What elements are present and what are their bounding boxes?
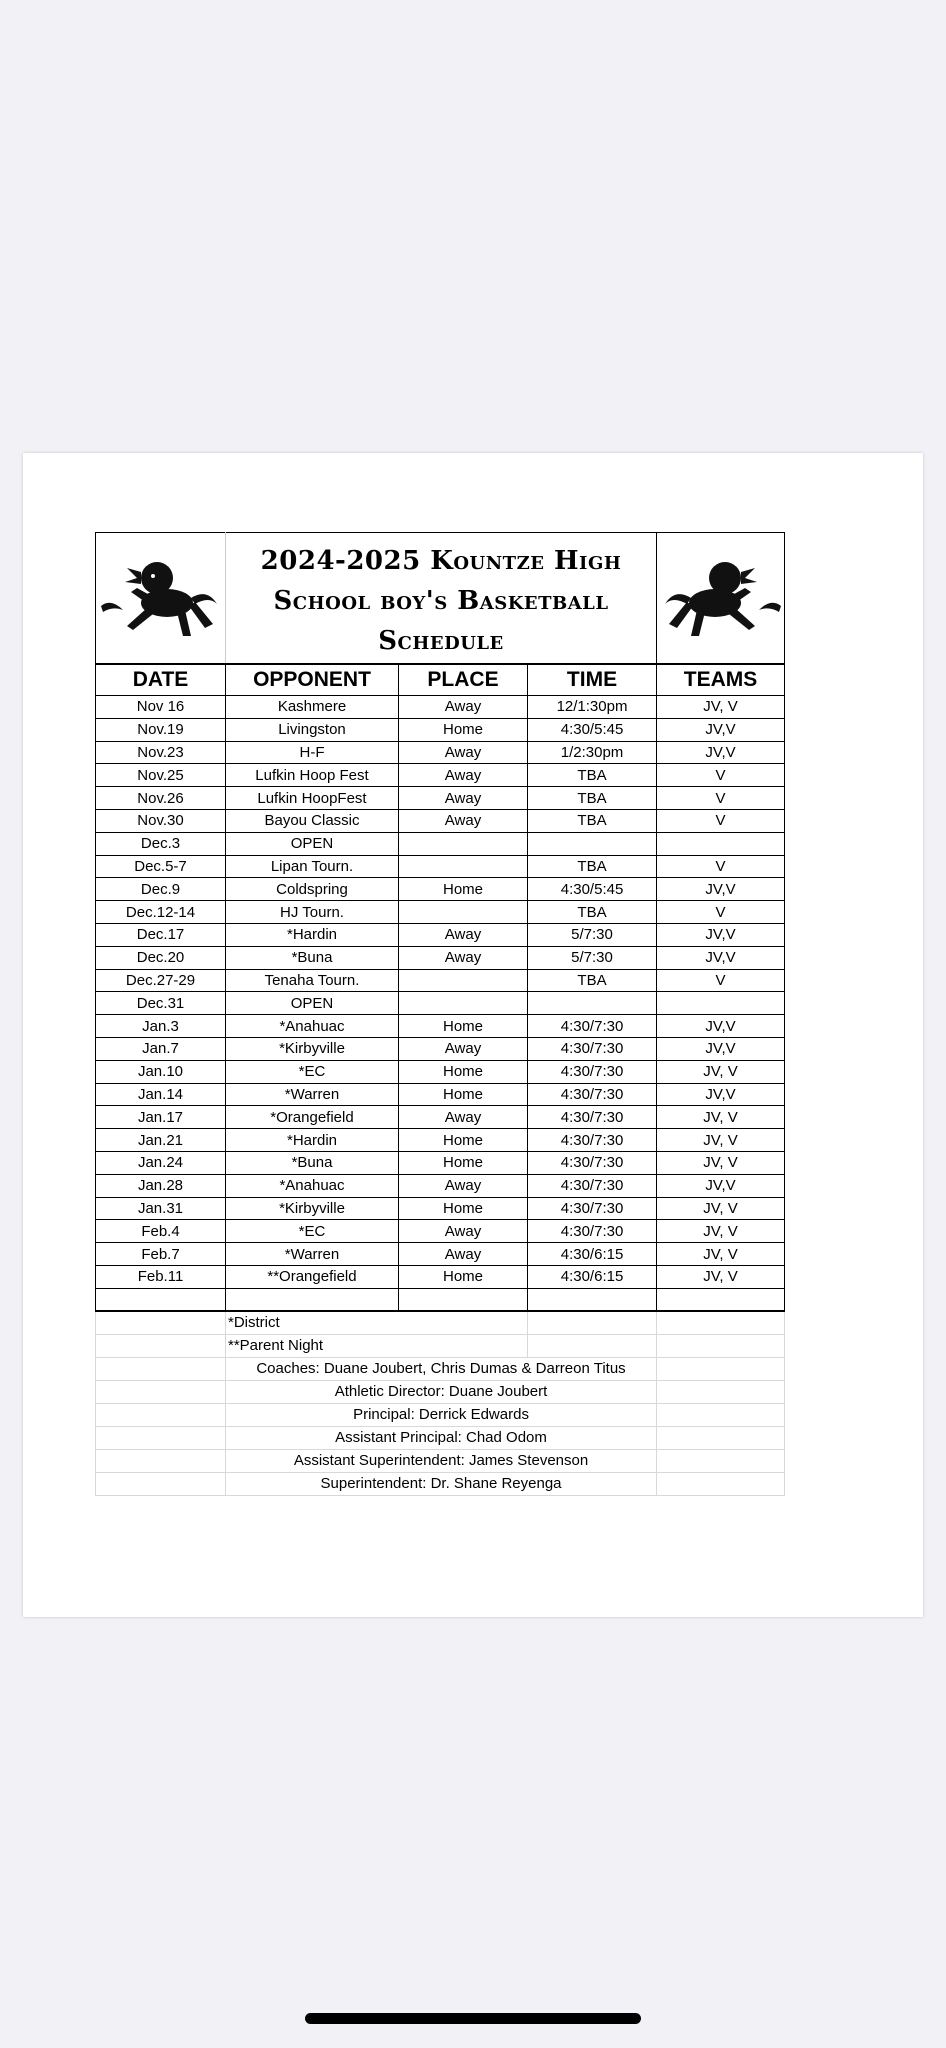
game-time: TBA	[528, 969, 657, 992]
game-opponent: Coldspring	[226, 878, 399, 901]
game-opponent: *Anahuac	[226, 1174, 399, 1197]
game-teams	[657, 992, 785, 1015]
footnote-row	[96, 1334, 785, 1357]
game-time: 4:30/7:30	[528, 1083, 657, 1106]
game-place: Away	[399, 696, 528, 719]
lion-right-icon	[657, 548, 785, 648]
game-opponent: Tenaha Tourn.	[226, 969, 399, 992]
game-teams: JV,V	[657, 878, 785, 901]
game-row	[96, 1174, 785, 1197]
game-place: Away	[399, 741, 528, 764]
game-row	[96, 764, 785, 787]
game-teams: JV,V	[657, 946, 785, 969]
game-teams: V	[657, 809, 785, 832]
staff-line: Principal: Derrick Edwards	[226, 1403, 657, 1426]
game-teams: JV,V	[657, 1037, 785, 1060]
game-teams: V	[657, 787, 785, 810]
game-row	[96, 832, 785, 855]
game-teams: JV,V	[657, 741, 785, 764]
title-line-2: School boy's Basketball	[273, 586, 609, 616]
schedule-title	[226, 535, 656, 661]
game-place: Home	[399, 1197, 528, 1220]
game-date: Nov.19	[96, 718, 226, 741]
game-time: 4:30/6:15	[528, 1265, 657, 1288]
staff-row	[96, 1426, 785, 1449]
game-opponent: *Buna	[226, 1151, 399, 1174]
game-place: Away	[399, 764, 528, 787]
game-opponent: Livingston	[226, 718, 399, 741]
game-teams: JV,V	[657, 1174, 785, 1197]
game-date: Jan.17	[96, 1106, 226, 1129]
game-teams: JV, V	[657, 1060, 785, 1083]
game-row	[96, 855, 785, 878]
game-time: 4:30/7:30	[528, 1197, 657, 1220]
staff-row	[96, 1380, 785, 1403]
game-place	[399, 992, 528, 1015]
game-opponent: *Hardin	[226, 1129, 399, 1152]
column-header-date: DATE	[96, 664, 226, 696]
game-row	[96, 1083, 785, 1106]
game-teams: V	[657, 901, 785, 924]
staff-line: Assistant Principal: Chad Odom	[226, 1426, 657, 1449]
game-time: 4:30/7:30	[528, 1060, 657, 1083]
game-time: 1/2:30pm	[528, 741, 657, 764]
game-row	[96, 787, 785, 810]
title-line-3: Schedule	[378, 626, 504, 656]
game-row	[96, 1015, 785, 1038]
footnote-row	[96, 1311, 785, 1335]
game-date: Jan.7	[96, 1037, 226, 1060]
game-opponent: *Kirbyville	[226, 1037, 399, 1060]
column-header-place: PLACE	[399, 664, 528, 696]
game-place	[399, 855, 528, 878]
game-opponent: *Buna	[226, 946, 399, 969]
game-date: Jan.10	[96, 1060, 226, 1083]
game-teams	[657, 832, 785, 855]
schedule-table	[95, 532, 785, 1496]
game-teams: JV,V	[657, 1015, 785, 1038]
game-opponent: *Warren	[226, 1083, 399, 1106]
game-date: Nov.23	[96, 741, 226, 764]
game-opponent: Lufkin Hoop Fest	[226, 764, 399, 787]
game-time: 4:30/7:30	[528, 1015, 657, 1038]
game-teams: V	[657, 764, 785, 787]
game-opponent: HJ Tourn.	[226, 901, 399, 924]
game-time: TBA	[528, 855, 657, 878]
game-time: TBA	[528, 764, 657, 787]
game-place: Home	[399, 1060, 528, 1083]
game-date: Jan.3	[96, 1015, 226, 1038]
home-indicator[interactable]	[305, 2013, 641, 2024]
game-time: TBA	[528, 787, 657, 810]
game-date: Jan.31	[96, 1197, 226, 1220]
game-date: Jan.14	[96, 1083, 226, 1106]
game-row	[96, 1265, 785, 1288]
game-teams: JV,V	[657, 718, 785, 741]
game-row	[96, 1197, 785, 1220]
game-place: Home	[399, 1265, 528, 1288]
game-date: Feb.4	[96, 1220, 226, 1243]
game-time: 4:30/6:15	[528, 1243, 657, 1266]
staff-body	[96, 1357, 785, 1495]
game-opponent: *Orangefield	[226, 1106, 399, 1129]
staff-line: Coaches: Duane Joubert, Chris Dumas & Darreon Titus	[226, 1357, 657, 1380]
game-row	[96, 1129, 785, 1152]
game-teams: JV, V	[657, 1220, 785, 1243]
game-opponent: Lipan Tourn.	[226, 855, 399, 878]
game-row	[96, 1106, 785, 1129]
game-time: 5/7:30	[528, 923, 657, 946]
game-teams: JV,V	[657, 1083, 785, 1106]
game-opponent: *Hardin	[226, 923, 399, 946]
game-date: Nov.26	[96, 787, 226, 810]
game-teams: V	[657, 855, 785, 878]
game-date: Nov 16	[96, 696, 226, 719]
title-row	[96, 533, 785, 665]
game-place: Home	[399, 1083, 528, 1106]
game-place: Away	[399, 1037, 528, 1060]
column-header-row	[96, 664, 785, 696]
schedule-document	[23, 453, 923, 1617]
game-row	[96, 741, 785, 764]
game-date: Feb.11	[96, 1265, 226, 1288]
footnote-district: *District	[226, 1311, 528, 1335]
game-opponent: H-F	[226, 741, 399, 764]
games-body	[96, 696, 785, 1289]
game-date: Nov.25	[96, 764, 226, 787]
game-date: Feb.7	[96, 1243, 226, 1266]
game-row	[96, 1037, 785, 1060]
game-date: Dec.9	[96, 878, 226, 901]
staff-row	[96, 1472, 785, 1495]
game-row	[96, 923, 785, 946]
game-date: Dec.20	[96, 946, 226, 969]
game-row	[96, 969, 785, 992]
game-place: Away	[399, 1106, 528, 1129]
game-opponent: *Kirbyville	[226, 1197, 399, 1220]
game-teams: V	[657, 969, 785, 992]
game-date: Dec.31	[96, 992, 226, 1015]
game-place	[399, 901, 528, 924]
staff-line: Assistant Superintendent: James Stevenson	[226, 1449, 657, 1472]
game-teams: JV, V	[657, 1265, 785, 1288]
game-place: Away	[399, 787, 528, 810]
game-teams: JV, V	[657, 1106, 785, 1129]
game-teams: JV, V	[657, 1129, 785, 1152]
staff-line: Superintendent: Dr. Shane Reyenga	[226, 1472, 657, 1495]
game-time: 4:30/7:30	[528, 1174, 657, 1197]
game-row	[96, 1220, 785, 1243]
game-opponent: Bayou Classic	[226, 809, 399, 832]
game-time: TBA	[528, 809, 657, 832]
game-opponent: *Warren	[226, 1243, 399, 1266]
game-place: Home	[399, 1015, 528, 1038]
game-opponent: *EC	[226, 1220, 399, 1243]
game-row	[96, 946, 785, 969]
game-time: 4:30/7:30	[528, 1151, 657, 1174]
game-time: 5/7:30	[528, 946, 657, 969]
column-header-opponent: OPPONENT	[226, 664, 399, 696]
staff-row	[96, 1403, 785, 1426]
game-row	[96, 992, 785, 1015]
game-row	[96, 1243, 785, 1266]
game-teams: JV, V	[657, 1243, 785, 1266]
column-header-teams: TEAMS	[657, 664, 785, 696]
game-row	[96, 901, 785, 924]
game-opponent: OPEN	[226, 992, 399, 1015]
game-date: Dec.3	[96, 832, 226, 855]
game-opponent: *Anahuac	[226, 1015, 399, 1038]
game-date: Jan.28	[96, 1174, 226, 1197]
game-place: Home	[399, 1129, 528, 1152]
game-date: Dec.12-14	[96, 901, 226, 924]
game-row	[96, 696, 785, 719]
game-place: Away	[399, 1174, 528, 1197]
game-row	[96, 718, 785, 741]
game-time: 4:30/7:30	[528, 1129, 657, 1152]
game-date: Dec.17	[96, 923, 226, 946]
game-place: Away	[399, 923, 528, 946]
staff-row	[96, 1357, 785, 1380]
game-opponent: OPEN	[226, 832, 399, 855]
game-row	[96, 878, 785, 901]
game-place: Away	[399, 1220, 528, 1243]
game-row	[96, 1151, 785, 1174]
game-row	[96, 1060, 785, 1083]
game-place: Away	[399, 946, 528, 969]
game-teams: JV,V	[657, 923, 785, 946]
game-time: 4:30/7:30	[528, 1220, 657, 1243]
game-place	[399, 969, 528, 992]
game-time: 4:30/5:45	[528, 718, 657, 741]
game-date: Nov.30	[96, 809, 226, 832]
game-date: Jan.21	[96, 1129, 226, 1152]
game-time: 4:30/7:30	[528, 1106, 657, 1129]
game-place: Away	[399, 1243, 528, 1266]
game-opponent: Lufkin HoopFest	[226, 787, 399, 810]
game-time: 4:30/5:45	[528, 878, 657, 901]
title-line-1: 2024-2025 Kountze High	[260, 546, 622, 576]
lion-mascot-icon	[657, 533, 785, 665]
lion-left-icon	[97, 548, 225, 648]
game-teams: JV, V	[657, 696, 785, 719]
column-header-time: TIME	[528, 664, 657, 696]
game-time	[528, 992, 657, 1015]
staff-row	[96, 1449, 785, 1472]
blank-row	[96, 1288, 785, 1311]
game-time: 12/1:30pm	[528, 696, 657, 719]
game-opponent: *EC	[226, 1060, 399, 1083]
game-opponent: **Orangefield	[226, 1265, 399, 1288]
game-date: Dec.5-7	[96, 855, 226, 878]
game-teams: JV, V	[657, 1197, 785, 1220]
staff-line: Athletic Director: Duane Joubert	[226, 1380, 657, 1403]
game-place: Home	[399, 718, 528, 741]
game-time	[528, 832, 657, 855]
lion-mascot-icon	[96, 533, 226, 665]
game-row	[96, 809, 785, 832]
game-teams: JV, V	[657, 1151, 785, 1174]
game-time: 4:30/7:30	[528, 1037, 657, 1060]
game-place: Home	[399, 1151, 528, 1174]
game-place: Home	[399, 878, 528, 901]
game-time: TBA	[528, 901, 657, 924]
game-date: Dec.27-29	[96, 969, 226, 992]
game-date: Jan.24	[96, 1151, 226, 1174]
game-place: Away	[399, 809, 528, 832]
game-opponent: Kashmere	[226, 696, 399, 719]
title-cell	[226, 533, 657, 665]
footnote-parent-night: **Parent Night	[226, 1334, 528, 1357]
game-place	[399, 832, 528, 855]
